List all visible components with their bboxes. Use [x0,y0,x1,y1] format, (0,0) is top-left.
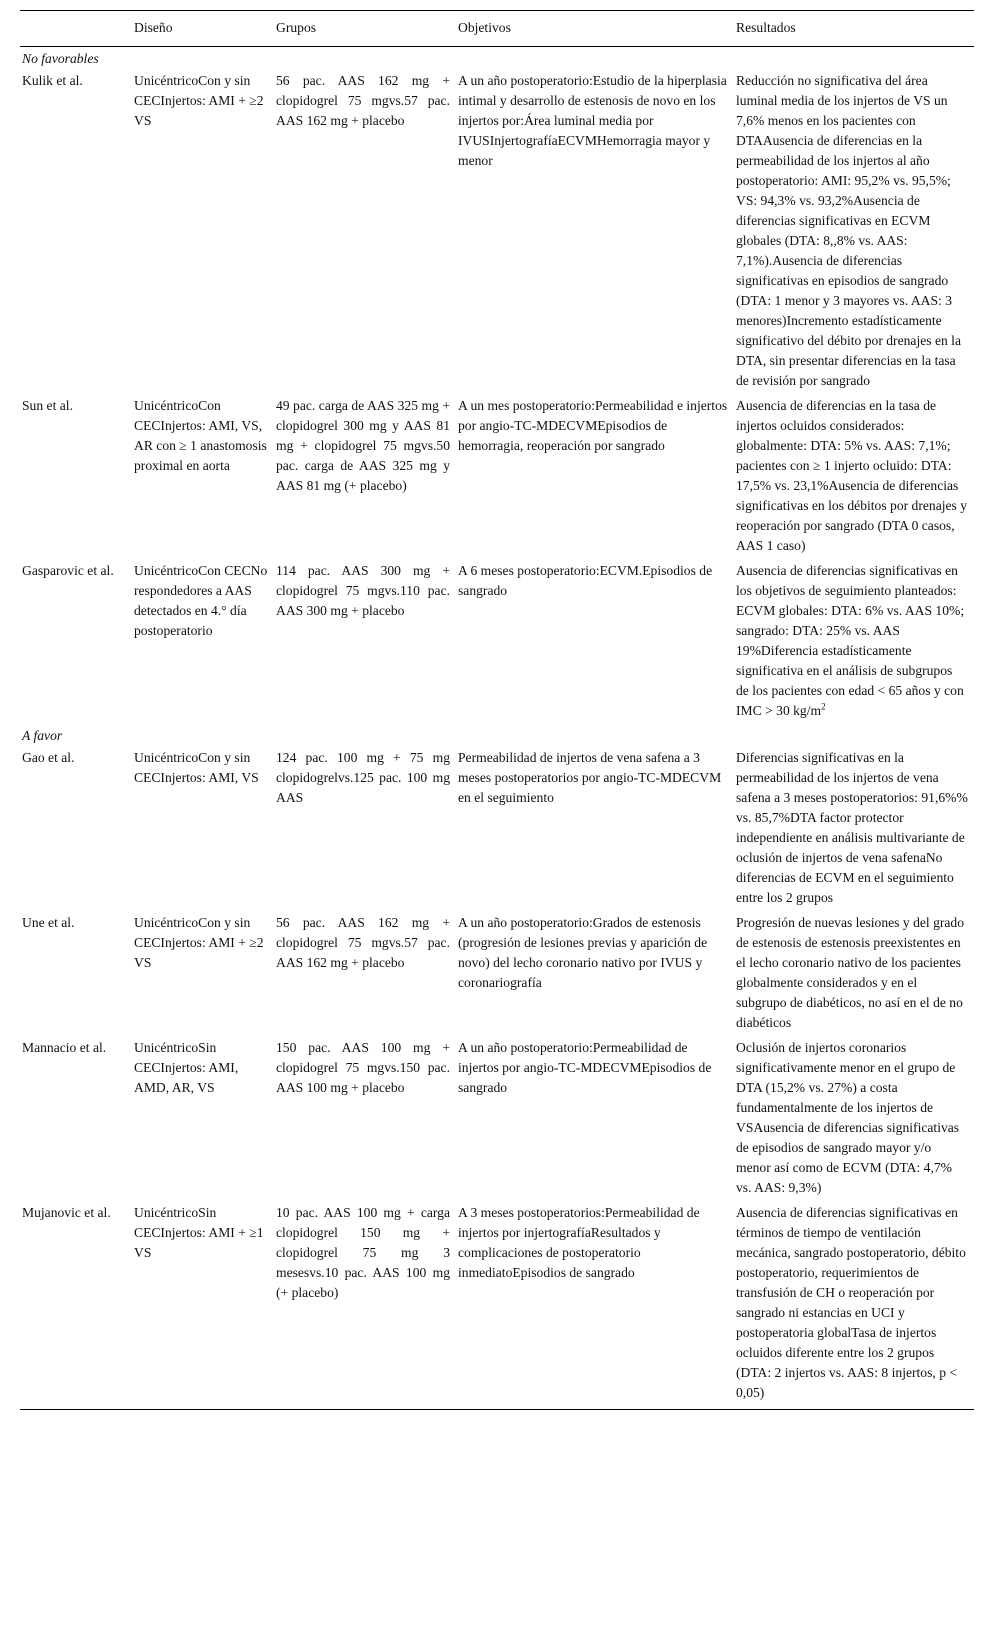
results-cell: Ausencia de diferencias en la tasa de injertos ocluidos considerados: globalmente: DTA: 5% vs. AAS: 7,1%; pacientes con ≥ 1 injerto ocluido: DTA: 17,5% vs. 23,1%Ausencia de diferencias significativas en los débitos por drenajes y reoperación por sangrado (DTA 0 casos, AAS 1 caso) [736,398,968,553]
study-cell: Une et al. [22,915,75,930]
groups-cell: 114 pac. AAS 300 mg + clopidogrel 75 mgvs.110 pac. AAS 300 mg + placebo [276,563,450,618]
design-cell: UnicéntricoCon CECNo respondedores a AAS detectados en 4.° día postoperatorio [134,563,268,638]
header-study [20,11,132,47]
study-cell: Kulik et al. [22,73,83,88]
table-body [20,47,974,1410]
design-cell: UnicéntricoCon y sin CECInjertos: AMI + ≥2 VS [134,915,264,970]
groups-cell: 56 pac. AAS 162 mg + clopidogrel 75 mgvs.57 pac. AAS 162 mg + placebo [276,915,450,970]
section-title: A favor [22,728,63,743]
study-cell: Mannacio et al. [22,1040,107,1055]
groups-cell: 124 pac. 100 mg + 75 mg clopidogrelvs.125 pac. 100 mg AAS [276,750,450,805]
results-cell: Oclusión de injertos coronarios significativamente menor en el grupo de DTA (15,2% vs. 27%) a costa fundamentalmente de los injertos de VSAusencia de diferencias significativas de episodios de sangrado mayor y/o menor así como de ECVM (DTA: 4,7% vs. AAS: 9,3%) [736,1040,960,1195]
table-row [20,746,974,911]
section-row-a-favor [20,724,974,746]
section-title: No favorables [22,51,99,66]
table-row [20,69,974,394]
results-text: Ausencia de diferencias significativas en los objetivos de seguimiento planteados: ECVM globales: DTA: 6% vs. AAS 10%; sangrado: DTA: 25% vs. AAS 19%Diferencia estadísticamente significativa en el análisis de subgrupos de los pacientes con edad < 65 años y con IMC > 30 kg/m [736,563,965,718]
objectives-cell: A un mes postoperatorio:Permeabilidad e injertos por angio-TC-MDECVMEpisodios de hemorragia, reoperación por sangrado [458,398,728,453]
objectives-cell: A 3 meses postoperatorios:Permeabilidad de injertos por injertografíaResultados y complicaciones de postoperatorio inmediatoEpisodios de sangrado [456,1201,734,1410]
header-results: Resultados [734,11,974,47]
design-cell: UnicéntricoCon CECInjertos: AMI, VS, AR con ≥ 1 anastomosis proximal en aorta [134,398,267,473]
objectives-cell: Permeabilidad de injertos de vena safena a 3 meses postoperatorios por angio-TC-MDECVM en el seguimiento [458,750,722,805]
groups-cell: 10 pac. AAS 100 mg + carga clopidogrel 150 mg + clopidogrel 75 mg 3 mesesvs.10 pac. AAS 100 mg (+ placebo) [274,1201,456,1410]
results-cell: Ausencia de diferencias significativas en términos de tiempo de ventilación mecánica, sangrado postoperatorio, débito postoperatorio, requerimientos de transfusión de CH o reoperación por sangrado ni estancias en UCI y postoperatoria globalTasa de injertos ocluidos diferente entre los 2 grupos (DTA: 2 injertos vs. AAS: 8 injertos, p < 0,05) [734,1201,974,1410]
header-groups: Grupos [274,11,456,47]
study-cell: Gao et al. [22,750,75,765]
study-cell: Gasparovic et al. [22,563,114,578]
section-row-no-favorables [20,47,974,70]
results-cell: Progresión de nuevas lesiones y del grado de estenosis de estenosis preexistentes en el lecho coronario nativo de los pacientes globalmente considerados y en el subgrupo de diabéticos, no así en el de no diabéticos [736,915,965,1030]
table-row [20,911,974,1036]
table-row [20,1201,974,1410]
header-objectives: Objetivos [456,11,734,47]
groups-cell: 49 pac. carga de AAS 325 mg + clopidogrel 300 mg y AAS 81 mg + clopidogrel 75 mgvs.50 pac. carga de AAS 325 mg y AAS 81 mg (+ placebo) [276,398,450,493]
study-cell: Mujanovic et al. [20,1201,132,1410]
results-cell: Reducción no significativa del área luminal media de los injertos de VS un 7,6% menos en los pacientes con DTAAusencia de diferencias en la permeabilidad de los injertos al año postoperatorio: AMI: 95,2% vs. 95,5%; VS: 94,3% vs. 93,2%Ausencia de diferencias significativas en ECVM globales (DTA: 8,,8% vs. AAS: 7,1%).Ausencia de diferencias significativas en episodios de sangrado (DTA: 1 menor y 3 mayores vs. AAS: 3 menores)Incremento estadísticamente significativo del débito por drenajes en la DTA, sin presentar diferencias en la tasa de revisión por sangrado [736,73,961,388]
table-row [20,1036,974,1201]
study-cell: Sun et al. [22,398,73,413]
results-cell: Diferencias significativas en la permeabilidad de los injertos de vena safena a 3 meses postoperatorios: 91,6%% vs. 85,7%DTA factor protector independiente en análisis multivariante de oclusión de injertos de vena safenaNo diferencias de ECVM en el seguimiento entre los 2 grupos [736,750,968,905]
objectives-cell: A un año postoperatorio:Grados de estenosis (progresión de lesiones previas y aparición de novo) del lecho coronario nativo por IVUS y coronariografía [458,915,708,990]
results-superscript: 2 [821,701,826,712]
design-cell: UnicéntricoCon y sin CECInjertos: AMI, VS [134,750,259,785]
design-cell: UnicéntricoSin CECInjertos: AMI, AMD, AR, VS [134,1040,239,1095]
header-row [20,11,974,47]
comparison-table-wrapper [20,10,974,1410]
objectives-cell: A un año postoperatorio:Permeabilidad de injertos por angio-TC-MDECVMEpisodios de sangrado [458,1040,712,1095]
table-row [20,394,974,559]
design-cell: UnicéntricoCon y sin CECInjertos: AMI + ≥2 VS [134,73,264,128]
objectives-cell: A un año postoperatorio:Estudio de la hiperplasia intimal y desarrollo de estenosis de novo en los injertos por:Área luminal media por IVUSInjertografíaECVMHemorragia mayor y menor [458,73,727,168]
table-header [20,11,974,47]
studies-table [20,10,974,1410]
groups-cell: 150 pac. AAS 100 mg + clopidogrel 75 mgvs.150 pac. AAS 100 mg + placebo [276,1040,450,1095]
groups-cell: 56 pac. AAS 162 mg + clopidogrel 75 mgvs.57 pac. AAS 162 mg + placebo [276,73,450,128]
results-cell [734,559,974,724]
design-cell: UnicéntricoSin CECInjertos: AMI + ≥1 VS [132,1201,274,1410]
table-row [20,559,974,724]
header-design: Diseño [132,11,274,47]
objectives-cell: A 6 meses postoperatorio:ECVM.Episodios de sangrado [458,563,713,598]
